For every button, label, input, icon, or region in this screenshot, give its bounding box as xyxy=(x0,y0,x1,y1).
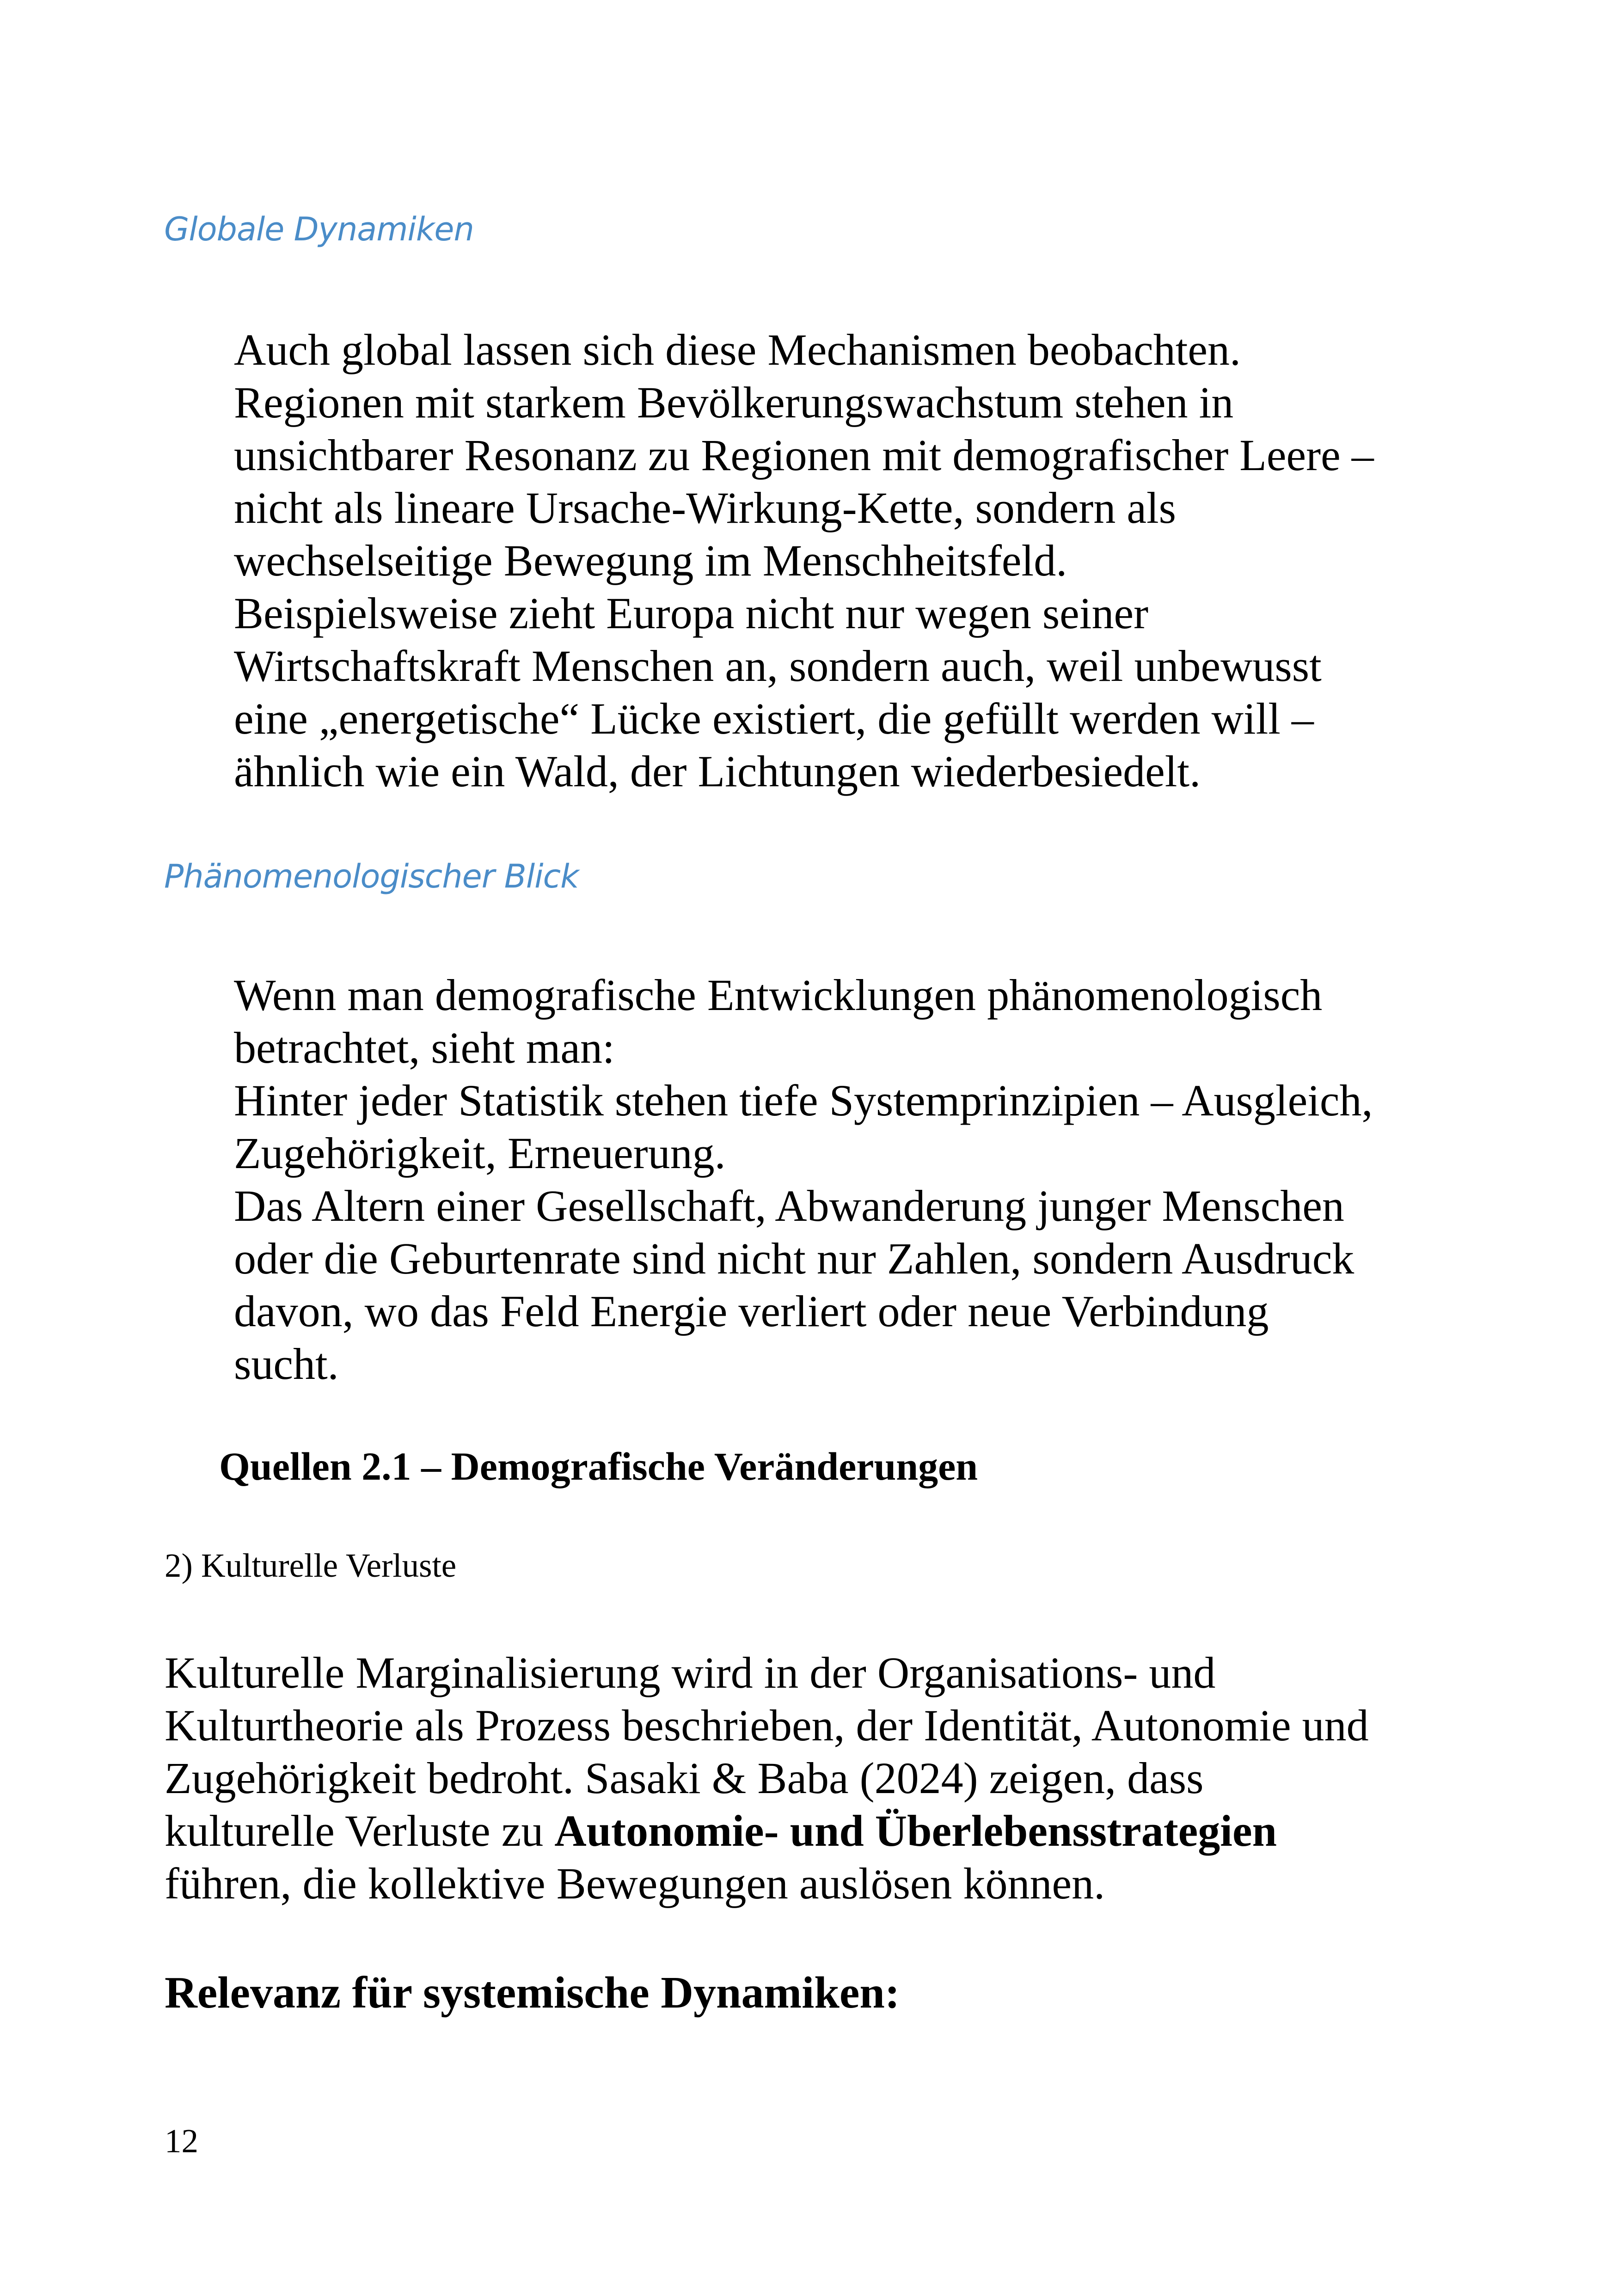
paragraph-kulturelle-verluste xyxy=(165,1647,1369,1910)
heading-globale-dynamiken: Globale Dynamiken xyxy=(164,210,474,248)
text-line: Beispielsweise zieht Europa nicht nur wegen seiner xyxy=(234,588,1149,638)
page-number: 12 xyxy=(165,2122,198,2160)
paragraph-globale-dynamiken xyxy=(234,324,1374,798)
text-line: oder die Geburtenrate sind nicht nur Zahlen, sondern Ausdruck xyxy=(234,1234,1354,1283)
text-run: kulturelle Verluste zu xyxy=(165,1806,555,1855)
subheading-kulturelle-verluste: 2) Kulturelle Verluste xyxy=(165,1547,457,1584)
text-line: Hinter jeder Statistik stehen tiefe Systemprinzipien – Ausgleich, xyxy=(234,1076,1373,1125)
text-line xyxy=(165,1805,1369,1857)
text-line: unsichtbarer Resonanz zu Regionen mit demografischer Leere – xyxy=(234,430,1374,480)
text-line: nicht als lineare Ursache-Wirkung-Kette, sondern als xyxy=(234,483,1177,533)
text-line: Auch global lassen sich diese Mechanismen beobachten. xyxy=(234,325,1241,374)
heading-quellen: Quellen 2.1 – Demografische Veränderungen xyxy=(219,1444,978,1488)
text-line: sucht. xyxy=(234,1339,339,1389)
text-line: Zugehörigkeit, Erneuerung. xyxy=(234,1128,726,1178)
text-line: eine „energetische“ Lücke existiert, die gefüllt werden will – xyxy=(234,694,1314,743)
text-line: Wirtschaftskraft Menschen an, sondern auch, weil unbewusst xyxy=(234,641,1322,691)
bold-phrase: Autonomie- und Überlebensstrategien xyxy=(554,1806,1277,1855)
text-line: Zugehörigkeit bedroht. Sasaki & Baba (2024) zeigen, dass xyxy=(165,1753,1204,1803)
text-line: betrachtet, sieht man: xyxy=(234,1023,615,1072)
text-line: davon, wo das Feld Energie verliert oder neue Verbindung xyxy=(234,1286,1269,1336)
text-line: Kulturtheorie als Prozess beschrieben, der Identität, Autonomie und xyxy=(165,1701,1369,1750)
paragraph-phaenomenologischer-blick xyxy=(234,969,1373,1390)
heading-relevanz: Relevanz für systemische Dynamiken: xyxy=(165,1968,900,2018)
text-line: wechselseitige Bewegung im Menschheitsfeld. xyxy=(234,536,1067,585)
text-line: Das Altern einer Gesellschaft, Abwanderung junger Menschen xyxy=(234,1181,1344,1231)
text-line: ähnlich wie ein Wald, der Lichtungen wiederbesiedelt. xyxy=(234,747,1201,796)
text-line: Regionen mit starkem Bevölkerungswachstum stehen in xyxy=(234,378,1234,427)
heading-phaenomenologischer-blick: Phänomenologischer Blick xyxy=(164,857,579,895)
text-line: führen, die kollektive Bewegungen auslösen können. xyxy=(165,1859,1105,1908)
text-line: Kulturelle Marginalisierung wird in der Organisations- und xyxy=(165,1648,1216,1697)
text-line: Wenn man demografische Entwicklungen phänomenologisch xyxy=(234,970,1323,1020)
